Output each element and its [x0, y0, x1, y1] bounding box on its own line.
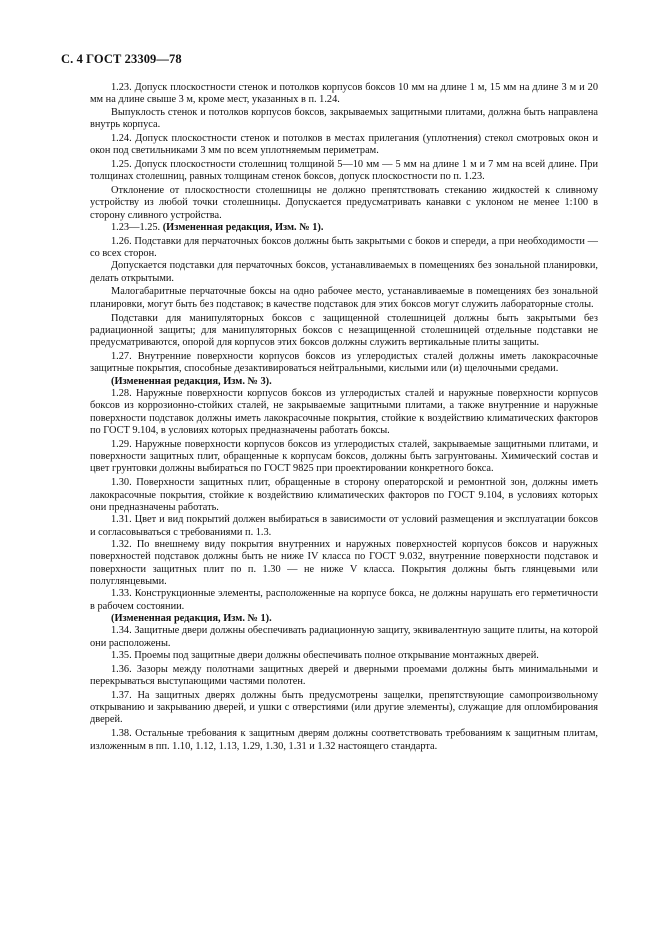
- paragraph-1-30: 1.30. Поверхности защитных плит, обращенные в сторону операторской и ремонтной зон, должны иметь лакокрасочные покрытия, стойкие к воздействию климатических факторов по ГОСТ 9.104, в условиях которых они предназначены работать.: [90, 477, 598, 513]
- amendment-note: (Измененная редакция, Изм. № 3).: [111, 375, 272, 387]
- amendment-note: (Измененная редакция, Изм. № 1).: [111, 612, 272, 624]
- paragraph-1-24: 1.24. Допуск плоскостности стенок и потолков в местах прилегания (уплотнения) стекол смотровых окон и окон под светильниками 3 мм по всем уплотняемым периметрам.: [90, 132, 598, 157]
- paragraph: Подставки для манипуляторных боксов с защищенной столешницей должны быть закрытыми без радиационной защиты; для манипуляторных боксов с незащищенной столешницей отдельные подставки не предусматриваются, опорой для корпусов этих боксов должны служить вертикальные плиты защиты.: [90, 312, 598, 349]
- paragraph: Отклонение от плоскостности столешницы не должно препятствовать стеканию жидкостей к сливному устройству из любой точки столешницы. Допускается предусматривать канавки с уклоном не менее 1:100 в сторону сливного устройства.: [90, 184, 598, 221]
- paragraph-1-27: 1.27. Внутренние поверхности корпусов боксов из углеродистых сталей должны иметь лакокрасочные защитные покрытия, способные дезактивироваться нейтральными, кислыми или (и) щелочными средами.: [90, 350, 598, 375]
- paragraph: Малогабаритные перчаточные боксы на одно рабочее место, устанавливаемые в помещениях без зональной планировки, могут быть без подставок; в качестве подставок для этих боксов могут служить лабораторные столы.: [90, 286, 598, 310]
- page-header: С. 4 ГОСТ 23309—78: [61, 52, 182, 66]
- paragraph-1-32: 1.32. По внешнему виду покрытия внутренних и наружных поверхностей корпусов боксов и наружных поверхностей подставок должны быть не ниже IV класса по ГОСТ 9.032, внутренние поверхности подставок и поверхности защитных плит по п. 1.30 — не ниже V класса. Покрытия должны быть глянцевыми или полуглянцевыми.: [90, 538, 598, 587]
- paragraph-1-35: 1.35. Проемы под защитные двери должны обеспечивать полное открывание монтажных дверей.: [111, 649, 539, 661]
- paragraph-1-34: 1.34. Защитные двери должны обеспечивать радиационную защиту, эквивалентную защите плиты, на которой они расположены.: [90, 625, 598, 649]
- paragraph-1-23: 1.23. Допуск плоскостности стенок и потолков корпусов боксов 10 мм на длине 1 м, 15 мм на длине 3 м и 20 мм на длине свыше 3 м, кроме мест, указанных в п. 1.24.: [90, 82, 598, 106]
- paragraph: Выпуклость стенок и потолков корпусов боксов, закрываемых защитными плитами, должна быть направлена внутрь корпуса.: [90, 106, 598, 131]
- amendment-note: [90, 222, 598, 234]
- document-body: [90, 82, 598, 753]
- amendment-label: (Измененная редакция, Изм. № 1).: [162, 221, 324, 233]
- paragraph-1-36: 1.36. Зазоры между полотнами защитных дверей и дверными проемами должны быть минимальными и перекрываться выступающими частями полотен.: [90, 663, 598, 688]
- paragraph-1-29: 1.29. Наружные поверхности корпусов боксов из углеродистых сталей, закрываемые защитными плитами, и поверхности защитных плит, обращенные к корпусам боксов, должны быть загрунтованы. Химический состав и цвет грунтовки должны выбираться по ГОСТ 9825 при проектировании конкретного бокса.: [90, 438, 598, 475]
- paragraph-1-38: 1.38. Остальные требования к защитным дверям должны соответствовать требованиям к защитным плитам, изложенным в пп. 1.10, 1.12, 1.13, 1.29, 1.30, 1.31 и 1.32 настоящего стандарта.: [90, 728, 598, 752]
- paragraph: Допускается подставки для перчаточных боксов, устанавливаемых в помещениях без зональной планировки, делать открытыми.: [90, 260, 598, 284]
- paragraph-1-37: 1.37. На защитных дверях должны быть предусмотрены защелки, препятствующие самопроизвольному открыванию и закрыванию дверей, и ушки с отверстиями (или другие элементы), служащие для опломбирования дверей.: [90, 689, 598, 726]
- paragraph-1-25: 1.25. Допуск плоскостности столешниц толщиной 5—10 мм — 5 мм на длине 1 м и 7 мм на всей длине. При толщинах столешниц, равных толщинам стенок боксов, допуск плоскостности по п. 1.23.: [90, 158, 598, 183]
- paragraph-1-28: 1.28. Наружные поверхности корпусов боксов из углеродистых сталей и наружные поверхности корпусов боксов из коррозионно-стойких сталей, не закрываемые защитными плитами, а также внутренние и наружные поверхности подставок должны иметь лакокрасочные покрытия, стойкие к воздействию климатических факторов по ГОСТ 9.104, в условиях которых предназначены работать боксы.: [90, 387, 598, 437]
- amendment-range: 1.23—1.25.: [111, 221, 161, 233]
- paragraph-1-33: 1.33. Конструкционные элементы, расположенные на корпусе бокса, не должны нарушать его герметичности в рабочем состоянии.: [90, 588, 598, 612]
- paragraph-1-31: 1.31. Цвет и вид покрытий должен выбираться в зависимости от условий размещения и эксплуатации боксов и согласовываться с требованиями п. 1.3.: [90, 514, 598, 538]
- paragraph-1-26: 1.26. Подставки для перчаточных боксов должны быть закрытыми с боков и спереди, а при необходимости — со всех сторон.: [90, 235, 598, 260]
